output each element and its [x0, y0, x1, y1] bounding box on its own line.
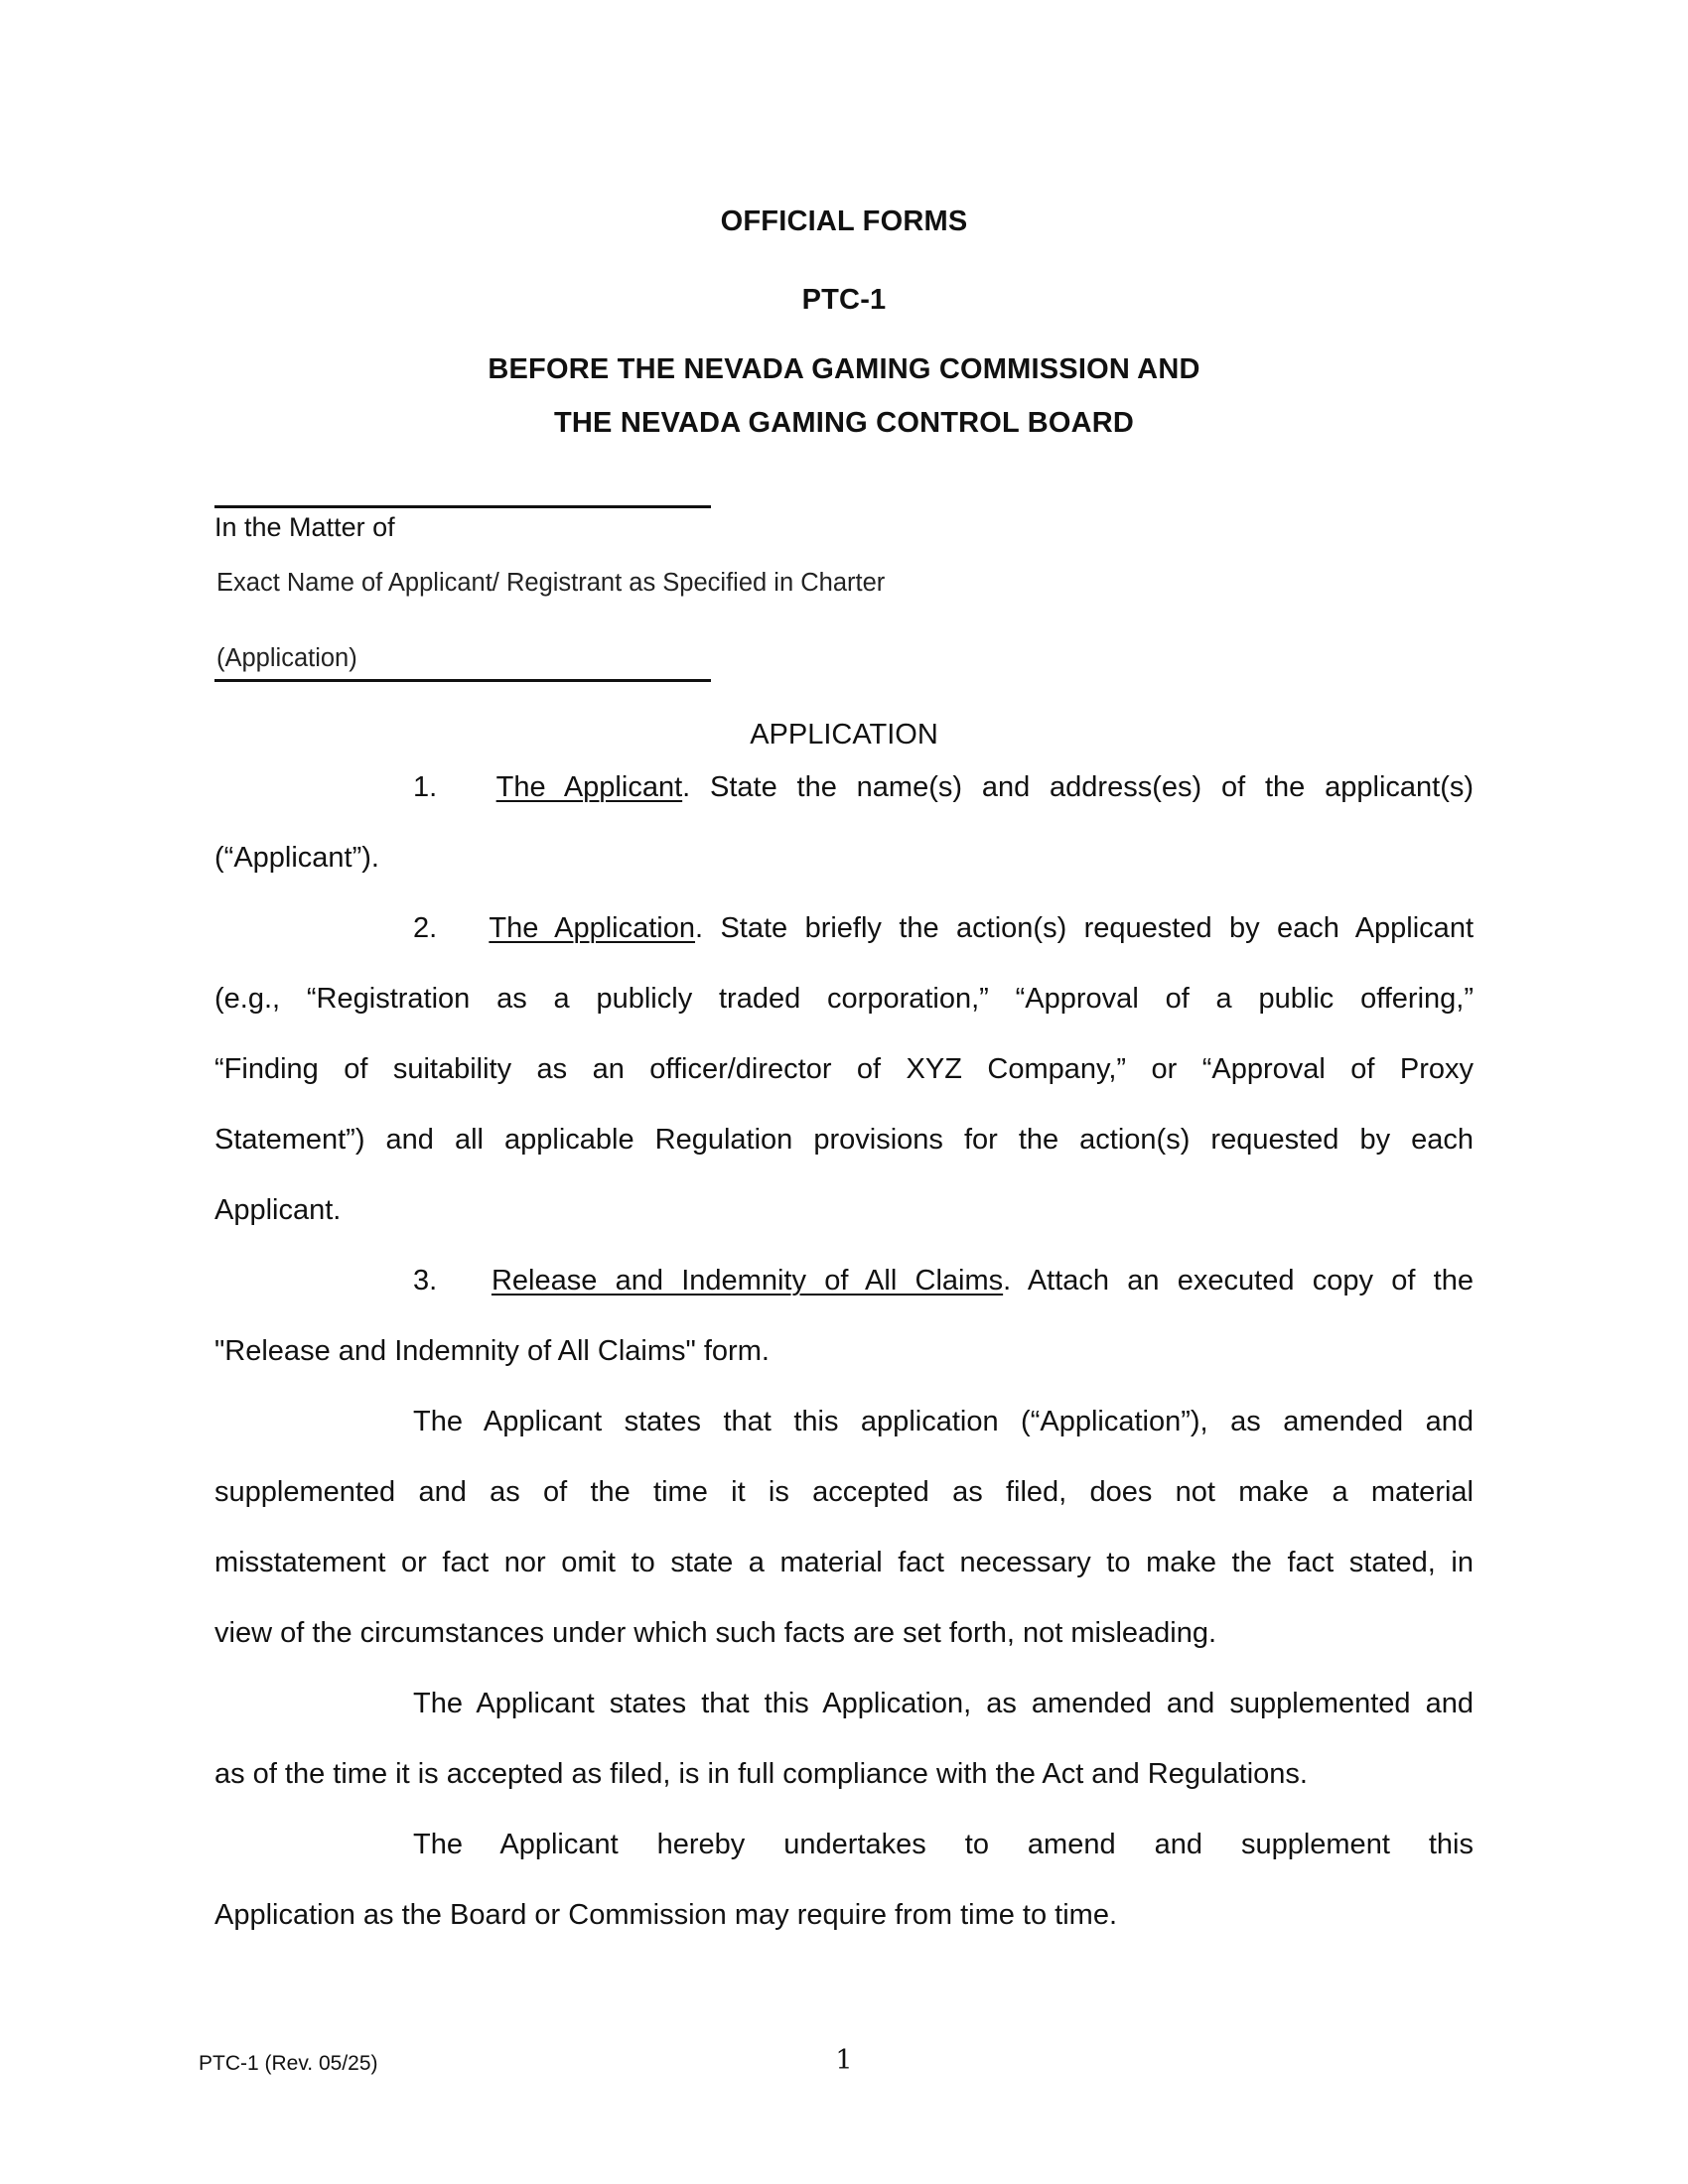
statement1-line1: The Applicant states that this application (“Application”), as amended and — [413, 1406, 1474, 1437]
item1-line2: (“Applicant”). — [214, 842, 379, 874]
item2-line5: Applicant. — [214, 1194, 342, 1226]
section-title: APPLICATION — [750, 719, 938, 751]
statement3-line2: Application as the Board or Commission may require from time to time. — [214, 1899, 1118, 1931]
statement2-line2: as of the time it is accepted as filed, is in full compliance with the Act and Regulations. — [214, 1758, 1308, 1790]
item3-line2: "Release and Indemnity of All Claims" form. — [214, 1335, 770, 1367]
item2-line1 — [413, 910, 1474, 946]
application-label: (Application) — [216, 644, 357, 672]
item3-heading: Release and Indemnity of All Claims — [491, 1265, 1004, 1297]
matter-label: In the Matter of — [214, 512, 395, 542]
item2-line3: “Finding of suitability as an officer/director of XYZ Company,” or “Approval of Proxy — [214, 1053, 1474, 1085]
applicant-name-label: Exact Name of Applicant/ Registrant as Specified in Charter — [216, 569, 886, 597]
item2-heading: The Application — [489, 912, 696, 944]
item1-heading: The Applicant — [495, 771, 683, 803]
page-number: 1 — [835, 2045, 853, 2076]
item1-line1-text: . State the name(s) and address(es) of the applicant(s) — [682, 771, 1475, 803]
agency-line-1: BEFORE THE NEVADA GAMING COMMISSION AND — [488, 353, 1200, 385]
statement1-line2: supplemented and as of the time it is accepted as filed, does not make a material — [214, 1476, 1474, 1508]
statement1-line3: misstatement or fact nor omit to state a material fact necessary to make the fact stated, in — [214, 1547, 1474, 1578]
form-id: PTC-1 — [801, 284, 887, 316]
item3-number: 3. — [413, 1265, 438, 1297]
agency-line-2: THE NEVADA GAMING CONTROL BOARD — [553, 407, 1135, 439]
item1-number: 1. — [413, 771, 438, 803]
statement3-line1: The Applicant hereby undertakes to amend and supplement this — [413, 1829, 1474, 1860]
statement2-line1: The Applicant states that this Application, as amended and supplemented and — [413, 1688, 1474, 1719]
item1-line1 — [413, 769, 1474, 805]
item2-line2: (e.g., “Registration as a publicly traded corporation,” “Approval of a public offering,” — [214, 983, 1474, 1015]
item2-number: 2. — [413, 912, 438, 944]
matter-rule-bottom — [214, 679, 711, 682]
item2-line1-text: . State briefly the action(s) requested by each Applicant — [695, 912, 1474, 944]
item3-line1-text: . Attach an executed copy of the — [1003, 1265, 1474, 1297]
item2-line4: Statement”) and all applicable Regulation provisions for the action(s) requested by each — [214, 1124, 1474, 1156]
form-title: OFFICIAL FORMS — [720, 205, 968, 237]
footer-revision: PTC-1 (Rev. 05/25) — [199, 2052, 378, 2075]
matter-rule-top — [214, 505, 711, 508]
statement1-line4: view of the circumstances under which such facts are set forth, not misleading. — [214, 1617, 1217, 1649]
item3-line1 — [413, 1263, 1474, 1298]
